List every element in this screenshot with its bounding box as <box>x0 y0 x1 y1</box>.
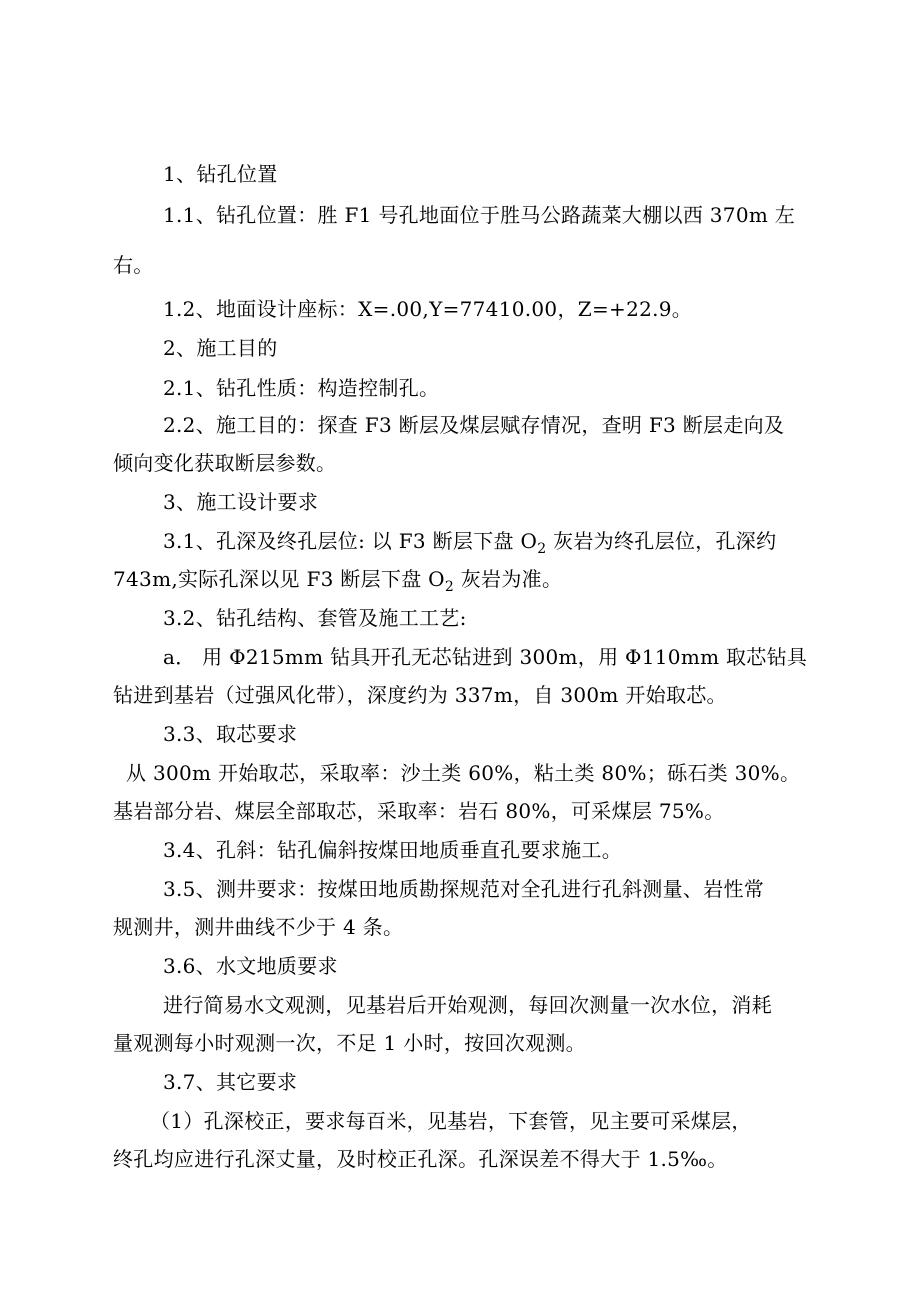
paragraph-3-1-text-b: 灰岩为终孔层位，孔深约 <box>546 529 777 553</box>
paragraph-2-2-line-1: 2.2、施工目的：探查 F3 断层及煤层赋存情况，查明 F3 断层走向及 <box>163 413 785 437</box>
paragraph-3-3-line-1: 从 300m 开始取芯，采取率：沙土类 60%，粘土类 80%；砾石类 30%。 <box>126 761 801 785</box>
paragraph-1-2: 1.2、地面设计座标：X=.00,Y=77410.00，Z=+22.9。 <box>163 297 693 321</box>
paragraph-3-6-line-1: 进行简易水文观测，见基岩后开始观测，每回次测量一次水位，消耗 <box>163 993 772 1017</box>
paragraph-1-1-line-2: 右。 <box>113 253 154 277</box>
heading-3-7: 3.7、其它要求 <box>163 1070 298 1094</box>
heading-3: 3、施工设计要求 <box>163 490 319 514</box>
paragraph-3-7-1-line-1: （1）孔深校正，要求每百米，见基岩，下套管，见主要可采煤层， <box>150 1109 752 1133</box>
heading-2: 2、施工目的 <box>163 336 278 360</box>
paragraph-1-1-line-1: 1.1、钻孔位置：胜 F1 号孔地面位于胜马公路蔬菜大棚以西 370m 左 <box>163 203 796 227</box>
paragraph-3-1-text-a: 3.1、孔深及终孔层位: 以 F3 断层下盘 O <box>163 529 538 553</box>
paragraph-3-4: 3.4、孔斜：钻孔偏斜按煤田地质垂直孔要求施工。 <box>163 838 623 862</box>
heading-3-6: 3.6、水文地质要求 <box>163 954 338 978</box>
paragraph-3-5-line-1: 3.5、测井要求：按煤田地质勘探规范对全孔进行孔斜测量、岩性常 <box>163 877 765 901</box>
paragraph-3-2: 3.2、钻孔结构、套管及施工工艺: <box>163 606 467 630</box>
paragraph-3-6-line-2: 量观测每小时观测一次，不足 1 小时，按回次观测。 <box>113 1031 586 1055</box>
paragraph-3-3-line-2: 基岩部分岩、煤层全部取芯，采取率：岩石 80%，可采煤层 75%。 <box>113 799 725 823</box>
heading-1: 1、钻孔位置 <box>163 162 278 186</box>
subscript-2: 2 <box>537 541 547 557</box>
paragraph-3-1-text-c: 743m,实际孔深以见 F3 断层下盘 O <box>113 567 445 591</box>
paragraph-3-5-line-2: 规测井，测井曲线不少于 4 条。 <box>113 915 404 939</box>
paragraph-3-2-a-line-1: a． 用 Φ215mm 钻具开孔无芯钻进到 300m，用 Φ110mm 取芯钻具 <box>163 645 808 669</box>
heading-3-3: 3.3、取芯要求 <box>163 722 298 746</box>
paragraph-3-1-text-d: 灰岩为准。 <box>454 567 563 591</box>
paragraph-3-2-a-line-2: 钻进到基岩（过强风化带），深度约为 337m，自 300m 开始取芯。 <box>113 683 727 707</box>
paragraph-3-1-line-2 <box>113 567 563 595</box>
paragraph-2-2-line-2: 倾向变化获取断层参数。 <box>113 451 337 475</box>
subscript-2: 2 <box>444 579 455 595</box>
paragraph-3-7-1-line-2: 终孔均应进行孔深丈量，及时校正孔深。孔深误差不得大于 1.5‰。 <box>113 1147 728 1171</box>
paragraph-2-1: 2.1、钻孔性质：构造控制孔。 <box>163 376 440 400</box>
paragraph-3-1-line-1 <box>163 529 777 557</box>
